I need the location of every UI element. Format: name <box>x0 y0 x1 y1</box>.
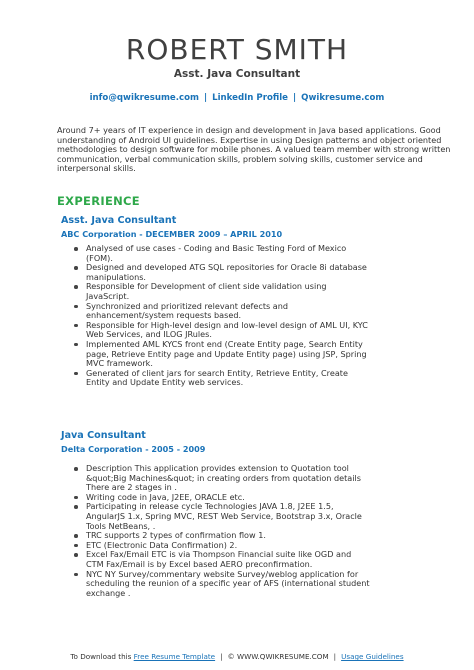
footer-separator: | <box>220 652 223 661</box>
candidate-subtitle: Asst. Java Consultant <box>173 68 301 80</box>
linkedin-link[interactable]: LinkedIn Profile <box>212 93 289 103</box>
website-link[interactable]: Qwikresume.com <box>301 93 385 103</box>
email-link[interactable]: info@qwikresume.com <box>89 93 199 103</box>
list-item: Responsible for High-level design and low-level design of AML UI, KYC Web Services, and ILOG JRules. <box>74 321 371 340</box>
job-company-dates: Delta Corporation - 2005 - 2009 <box>61 444 206 454</box>
job-title: Asst. Java Consultant <box>61 215 177 226</box>
footer <box>0 652 474 662</box>
contact-line <box>0 92 474 104</box>
contact-separator: | <box>203 93 208 103</box>
summary-paragraph: Around 7+ years of IT experience in design and development in Java based applications. Good understanding of Android UI guidelines. Expertise in using Design patterns and object oriented methodologies to design software for mobile phones. A valued team member with strong written communication, verbal communication skills, problem solving skills, customer service and interpersonal skills. <box>57 125 451 174</box>
list-item: Generated of client jars for search Entity, Retrieve Entity, Create Entity and Update Entity web services. <box>74 369 371 388</box>
experience-heading: EXPERIENCE <box>57 194 140 208</box>
footer-separator: | <box>333 652 337 661</box>
job-entry-2 <box>61 430 451 598</box>
usage-guidelines-link[interactable]: Usage Guidelines <box>341 652 404 661</box>
contact-separator: | <box>293 93 297 103</box>
candidate-name: ROBERT SMITH <box>125 33 349 66</box>
list-item: Responsible for Development of client side validation using JavaScript. <box>74 282 371 301</box>
footer-brand: © WWW.QWIKRESUME.COM <box>227 652 329 661</box>
list-item: NYC NY Survey/commentary website Survey/weblog application for scheduling the reunion of a specific year of AFS (international student exchange . <box>74 570 371 599</box>
job-bullet-list <box>61 464 371 598</box>
list-item: Designed and developed ATG SQL repositories for Oracle 8i database manipulations. <box>74 263 371 282</box>
footer-prefix: To Download this <box>70 652 132 661</box>
list-item: Synchronized and prioritized relevant defects and enhancement/system requests based. <box>74 302 371 321</box>
job-entry-1 <box>61 215 451 388</box>
list-item: Implemented AML KYCS front end (Create Entity page, Search Entity page, Retrieve Entity page and Update Entity page) using JSP, Spring MVC framework. <box>74 340 371 369</box>
job-company-dates: ABC Corporation - DECEMBER 2009 – APRIL 2010 <box>61 229 283 239</box>
list-item: Excel Fax/Email ETC is via Thompson Financial suite like OGD and CTM Fax/Email is by Excel based AERO preconfirmation. <box>74 550 371 569</box>
list-item: Analysed of use cases - Coding and Basic Testing Ford of Mexico (FOM). <box>74 244 371 263</box>
free-template-link[interactable]: Free Resume Template <box>133 652 216 661</box>
job-bullet-list <box>61 244 371 388</box>
list-item: TRC supports 2 types of confirmation flow 1. <box>74 531 371 541</box>
job-title: Java Consultant <box>61 430 146 441</box>
list-item: ETC (Electronic Data Confirmation) 2. <box>74 541 371 551</box>
list-item: Description This application provides extension to Quotation tool &quot;Big Machines&quot; in creating orders from quotation details There are 2 stages in . <box>74 464 371 493</box>
list-item: Writing code in Java, J2EE, ORACLE etc. <box>74 493 371 503</box>
list-item: Participating in release cycle Technologies JAVA 1.8, J2EE 1.5, AngularJS 1.x, Spring MVC, REST Web Service, Bootstrap 3.x, Oracle Tools NetBeans, . <box>74 502 371 531</box>
